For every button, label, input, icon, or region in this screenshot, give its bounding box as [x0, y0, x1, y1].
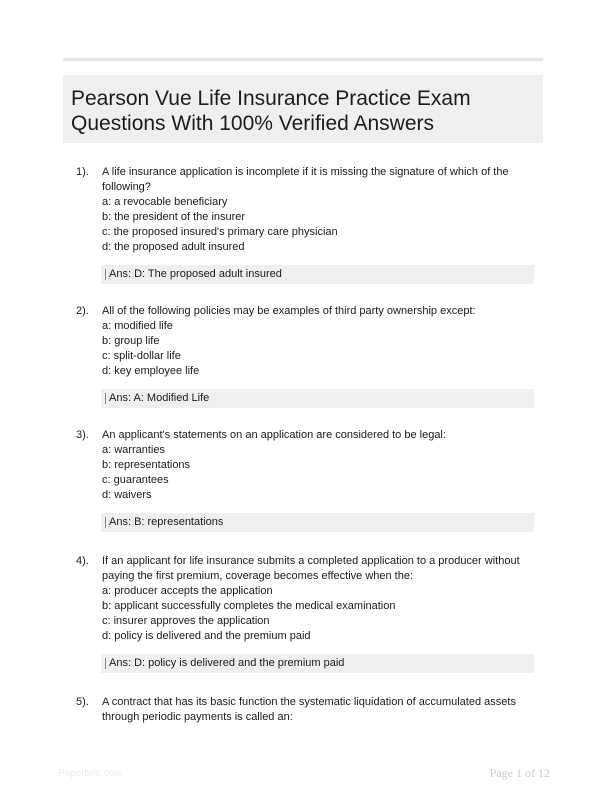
option-d: d: the proposed adult insured	[102, 241, 245, 253]
top-divider	[63, 58, 543, 61]
option-b: b: group life	[102, 335, 160, 347]
option-c: c: guarantees	[102, 474, 169, 486]
question-number: 4).	[76, 555, 89, 567]
answer-text: Ans: A: Modified Life	[109, 392, 210, 404]
question-body	[102, 304, 534, 379]
document-title: Pearson Vue Life Insurance Practice Exam Questions With 100% Verified Answers	[71, 87, 471, 135]
answer-text: Ans: B: representations	[109, 516, 224, 528]
answer-box	[101, 389, 534, 408]
answer-box	[101, 513, 534, 532]
question-number: 3).	[76, 429, 89, 441]
option-a: a: a revocable beneficiary	[102, 196, 228, 208]
question-body	[102, 695, 534, 725]
answer-box	[101, 265, 534, 284]
question-1	[0, 165, 606, 284]
option-c: c: the proposed insured's primary care physician	[102, 226, 338, 238]
question-number: 2).	[76, 305, 89, 317]
option-b: b: the president of the insurer	[102, 211, 246, 223]
question-list	[0, 165, 606, 725]
answer-box	[101, 654, 534, 673]
option-d: d: policy is delivered and the premium paid	[102, 630, 311, 642]
question-text: A contract that has its basic function the systematic liquidation of accumulated assets through periodic payments is called an:	[102, 696, 516, 723]
answer-text: Ans: D: policy is delivered and the premium paid	[109, 657, 345, 669]
question-text: An applicant's statements on an application are considered to be legal:	[102, 429, 446, 441]
option-a: a: warranties	[102, 444, 165, 456]
question-text: A life insurance application is incomplete if it is missing the signature of which of the following?	[102, 166, 509, 193]
footer-watermark: Paperbric.com	[58, 768, 123, 779]
answer-text: Ans: D: The proposed adult insured	[109, 268, 282, 280]
option-b: b: representations	[102, 459, 191, 471]
question-5	[0, 695, 606, 725]
question-number: 5).	[76, 696, 89, 708]
option-a: a: producer accepts the application	[102, 585, 273, 597]
option-b: b: applicant successfully completes the medical examination	[102, 600, 396, 612]
question-text: If an applicant for life insurance submits a completed application to a producer without paying the first premium, coverage becomes effective when the:	[102, 555, 520, 582]
option-d: d: key employee life	[102, 365, 200, 377]
question-body	[102, 428, 534, 503]
question-body	[102, 165, 534, 255]
option-c: c: split-dollar life	[102, 350, 181, 362]
page-number: Page 1 of 12	[489, 766, 550, 780]
question-body	[102, 554, 534, 644]
option-d: d: waivers	[102, 489, 152, 501]
option-a: a: modified life	[102, 320, 173, 332]
question-2	[0, 304, 606, 408]
question-4	[0, 554, 606, 673]
question-text: All of the following policies may be examples of third party ownership except:	[102, 305, 476, 317]
option-c: c: insurer approves the application	[102, 615, 270, 627]
title-banner	[63, 75, 543, 143]
question-number: 1).	[76, 166, 89, 178]
question-3	[0, 428, 606, 532]
